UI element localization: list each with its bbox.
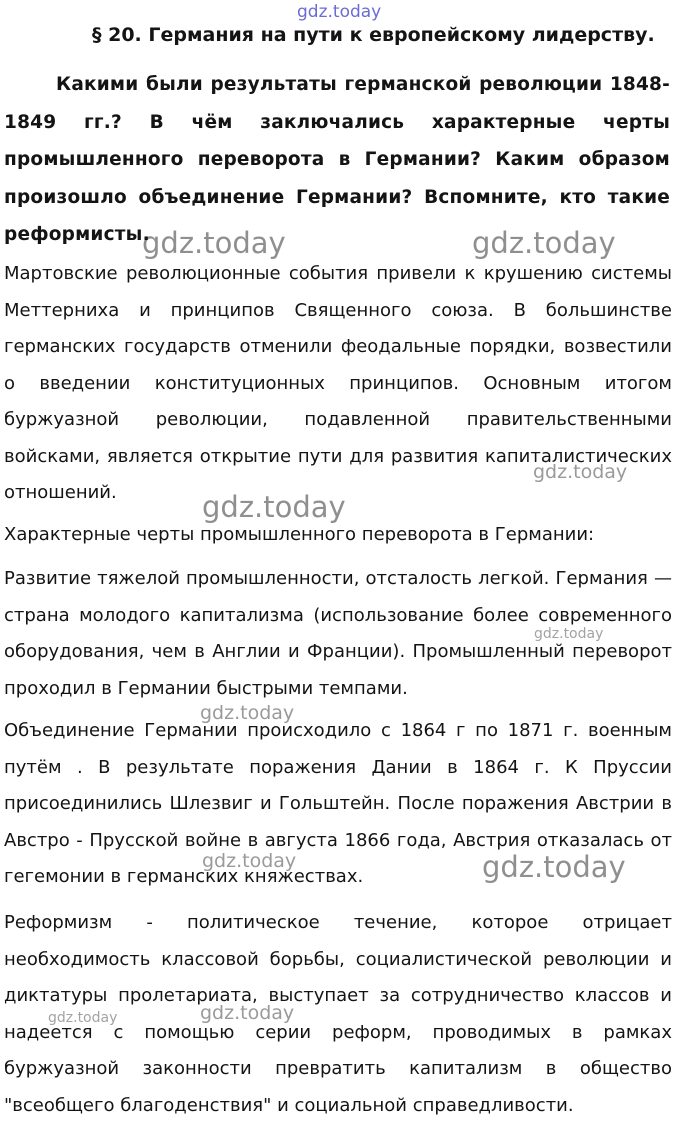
watermark: gdz.today [534,626,604,642]
answer-paragraph-5: Реформизм - политическое течение, которое отрицает необходимость классовой борьбы, социалистической революции и диктатуры пролетариата, выступает за сотрудничество классов и надеется с помощью серии реформ, проводимых в рамках буржуазной законности превратить капитализм в общество "всеобщего благоденствия" и социальной справедливости. [4,912,672,1116]
watermark: gdz.today [48,1010,118,1026]
answer-paragraph-2: Характерные черты промышленного переворота в Германии: [4,524,595,545]
watermark: gdz.today [200,702,295,724]
review-questions: Какими были результаты германской революции 1848-1849 гг.? В чём заключались характерные черты промышленного переворота в Германии? Каким образом произошло объединение Германии? Вспомните, кто такие реформисты. [4,74,670,245]
answer-paragraph-1: Мартовские революционные события привели к крушению системы Меттерниха и принципов Священного союза. В большинстве германских государств отменили феодальные порядки, возвестили о введении конституционных принципов. Основным итогом буржуазной революции, подавленной правительственными войсками, является открытие пути для развития капиталистических отношений. [4,263,672,503]
section-title: § 20. Германия на пути к европейскому лидерству. [92,24,655,46]
watermark-top: gdz.today [297,2,382,22]
watermark: gdz.today [202,850,297,872]
watermark: gdz.today [482,850,626,884]
watermark: gdz.today [142,226,286,260]
watermark: gdz.today [533,461,628,483]
watermark: gdz.today [200,1002,295,1024]
watermark: gdz.today [472,226,616,260]
answer-paragraph-3: Развитие тяжелой промышленности, отсталость легкой. Германия — страна молодого капитализма (использование более современного оборудования, чем в Англии и Франции). Промышленный переворот проходил в Германии быстрыми темпами. [4,568,672,699]
answer-paragraph-4: Объединение Германии происходило с 1864 г по 1871 г. военным путём . В результате поражения Дании в 1864 г. К Пруссии присоединились Шлезвиг и Гольштейн. После поражения Австрии в Австро - Прусской войне в августа 1866 года, Австрия отказалась от гегемонии в германских княжествах. [4,720,672,887]
watermark: gdz.today [202,490,346,524]
